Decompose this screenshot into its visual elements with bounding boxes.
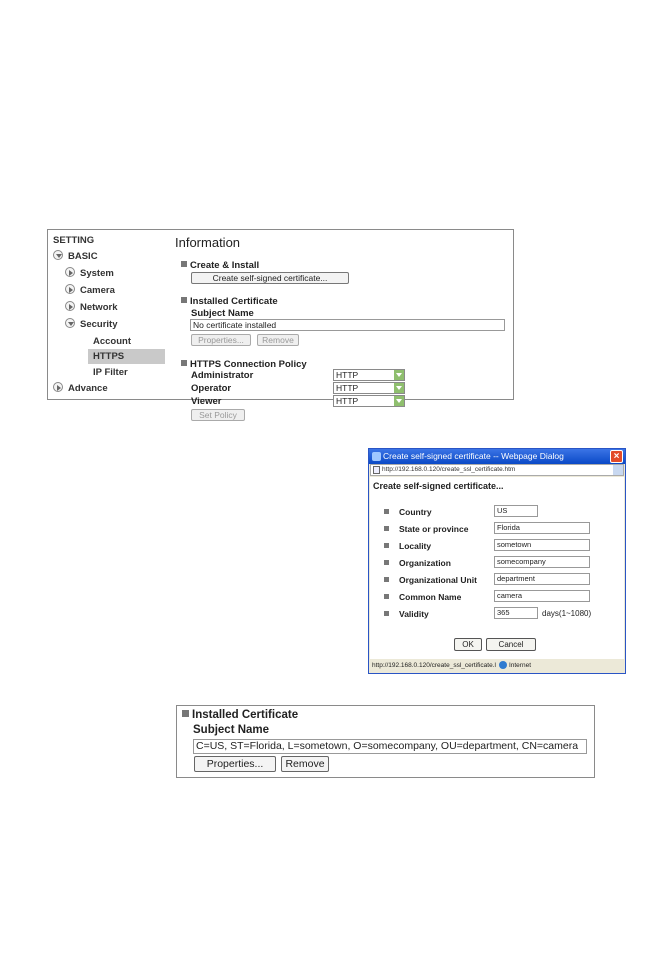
sidebar-item-camera[interactable] [65, 283, 115, 298]
subject-name-field: No certificate installed [190, 319, 505, 331]
state-label: State or province [399, 524, 469, 534]
chevron-down-icon[interactable] [613, 465, 623, 475]
common-name-field[interactable]: camera [494, 590, 590, 602]
sidebar-item-label: System [80, 268, 114, 279]
installed-certificate-label: Installed Certificate [190, 296, 278, 307]
installed-certificate-heading [182, 709, 298, 721]
sidebar-item-label: Account [93, 336, 131, 347]
administrator-select[interactable] [333, 369, 405, 381]
sidebar-item-https[interactable] [88, 349, 165, 364]
properties-button[interactable]: Properties... [191, 334, 251, 346]
bullet-icon [181, 360, 187, 366]
dialog-body [370, 477, 624, 659]
globe-icon [499, 661, 507, 669]
arrow-circle-icon [65, 267, 75, 277]
common-name-row-label [384, 592, 461, 602]
sidebar-item-label: Advance [68, 383, 108, 394]
installed-certificate-heading [181, 296, 278, 307]
sidebar-setting-label: SETTING [53, 235, 95, 246]
chevron-down-icon[interactable] [394, 396, 404, 406]
arrow-circle-icon [53, 250, 63, 260]
close-icon[interactable]: × [610, 450, 623, 463]
validity-row-label [384, 609, 429, 619]
org-unit-row-label [384, 575, 477, 585]
status-url: http://192.168.0.120/create_ssl_certificate.l [372, 662, 496, 669]
bullet-icon [384, 577, 389, 582]
dialog-title: Create self-signed certificate -- Webpage Dialog [383, 451, 564, 461]
sidebar-item-label: Security [80, 319, 118, 330]
set-policy-button[interactable]: Set Policy [191, 409, 245, 421]
settings-panel [47, 229, 514, 420]
org-unit-label: Organizational Unit [399, 575, 477, 585]
sidebar-item-label: Camera [80, 285, 115, 296]
validity-field[interactable]: 365 [494, 607, 538, 619]
bullet-icon [384, 526, 389, 531]
sidebar-item-network[interactable] [65, 300, 117, 315]
country-label: Country [399, 507, 432, 517]
bullet-icon [181, 297, 187, 303]
create-certificate-dialog [368, 448, 626, 674]
bullet-icon [384, 509, 389, 514]
arrow-circle-icon [53, 382, 63, 392]
chevron-down-icon[interactable] [394, 383, 404, 393]
locality-field[interactable]: sometown [494, 539, 590, 551]
properties-button[interactable]: Properties... [194, 756, 276, 772]
operator-select[interactable] [333, 382, 405, 394]
bullet-icon [182, 710, 189, 717]
https-settings-main [175, 230, 513, 420]
organization-field[interactable]: somecompany [494, 556, 590, 568]
page-title: Information [175, 235, 241, 250]
connection-policy-heading [181, 359, 307, 370]
ie-icon [372, 452, 381, 461]
sidebar-item-label: IP Filter [93, 367, 128, 378]
sidebar [48, 230, 166, 399]
arrow-circle-icon [65, 318, 75, 328]
bullet-icon [384, 560, 389, 565]
create-certificate-button[interactable]: Create self-signed certificate... [191, 272, 349, 284]
dialog-titlebar[interactable] [369, 449, 625, 464]
installed-certificate-label: Installed Certificate [192, 709, 299, 721]
create-install-heading [181, 260, 259, 271]
state-field[interactable]: Florida [494, 522, 590, 534]
arrow-circle-icon [65, 284, 75, 294]
page-icon [373, 466, 380, 474]
country-field[interactable]: US [494, 505, 538, 517]
sidebar-item-label: HTTPS [93, 351, 125, 362]
common-name-label: Common Name [399, 592, 462, 602]
ok-button[interactable]: OK [454, 638, 482, 651]
administrator-label: Administrator [191, 370, 254, 381]
dialog-heading: Create self-signed certificate... [373, 481, 504, 491]
remove-button[interactable]: Remove [257, 334, 299, 346]
bullet-icon [181, 261, 187, 267]
subject-name-label: Subject Name [193, 724, 270, 736]
sidebar-setting-heading [53, 233, 94, 248]
bullet-icon [384, 611, 389, 616]
status-zone: Internet [508, 662, 531, 669]
validity-label: Validity [399, 609, 429, 619]
sidebar-item-system[interactable] [65, 266, 114, 281]
viewer-select-value: HTTP [336, 396, 359, 406]
operator-select-value: HTTP [336, 383, 359, 393]
locality-label: Locality [399, 541, 432, 551]
validity-unit: days(1~1080) [542, 609, 592, 618]
create-install-label: Create & Install [190, 260, 260, 271]
administrator-select-value: HTTP [336, 370, 359, 380]
cancel-button[interactable]: Cancel [486, 638, 536, 651]
organization-label: Organization [399, 558, 451, 568]
bullet-icon [384, 594, 389, 599]
sidebar-item-ipfilter[interactable] [93, 365, 128, 380]
dialog-address-text: http://192.168.0.120/create_ssl_certificate.htm [382, 466, 516, 473]
sidebar-item-label: BASIC [68, 251, 98, 262]
connection-policy-label: HTTPS Connection Policy [190, 359, 307, 370]
sidebar-item-label: Network [80, 302, 118, 313]
installed-certificate-panel [176, 705, 595, 778]
subject-name-label: Subject Name [191, 308, 254, 319]
subject-name-field: C=US, ST=Florida, L=sometown, O=somecompany, OU=department, CN=camera [193, 739, 587, 754]
viewer-select[interactable] [333, 395, 405, 407]
chevron-down-icon[interactable] [394, 370, 404, 380]
operator-label: Operator [191, 383, 232, 394]
country-row-label [384, 507, 432, 517]
dialog-address-bar [370, 464, 624, 476]
viewer-label: Viewer [191, 396, 222, 407]
sidebar-item-account[interactable] [93, 334, 131, 349]
sidebar-item-advance[interactable] [53, 381, 108, 396]
remove-button[interactable]: Remove [281, 756, 329, 772]
arrow-circle-icon [65, 301, 75, 311]
dialog-status-bar [370, 660, 624, 672]
organization-row-label [384, 558, 451, 568]
bullet-icon [384, 543, 389, 548]
locality-row-label [384, 541, 431, 551]
sidebar-item-security[interactable] [65, 317, 118, 332]
org-unit-field[interactable]: department [494, 573, 590, 585]
sidebar-item-basic[interactable] [53, 249, 98, 264]
state-row-label [384, 524, 468, 534]
